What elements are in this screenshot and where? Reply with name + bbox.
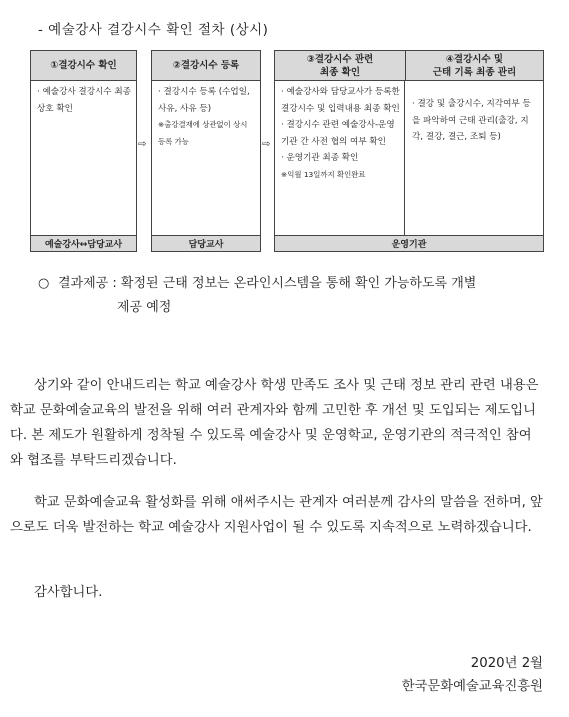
document-date: 2020년 2월 [470,656,543,671]
arrow-icon: ⇨ [138,139,147,150]
step-4-content [406,93,543,146]
step-2-content [152,81,260,150]
steps-3-4-box [274,50,544,252]
step-1-header: ①결강시수 확인 [31,51,136,81]
result-label: 결과제공 : [58,276,117,291]
step-1-item: · 예술강사 결강시수 최종 상호 확인 [37,87,131,114]
result-notice [38,272,543,320]
arrow-icon: ⇨ [262,139,271,150]
step-2-box [151,50,261,252]
step-1-owner: 예술강사↔담당교사 [31,235,136,251]
step-3-header: ③결강시수 관련 최종 확인 [275,51,406,81]
process-flow-diagram [30,50,543,252]
step-2-owner: 담당교사 [152,235,260,251]
circle-bullet-icon: ○ [38,276,50,291]
step-4-item: · 결강 및 출강시수, 지각여부 등을 파악하여 근태 관리(출강, 지각, 결강, 결근, 조퇴 등) [412,99,531,142]
step-2-note: ※출강결재에 상관없이 상시 등록 가능 [158,120,248,146]
section-title: - 예술강사 결강시수 확인 절차 (상시) [38,22,269,38]
step-3-item: · 운영기관 최종 확인 [281,153,359,163]
step-1-content [31,81,136,117]
steps-3-4-owner: 운영기관 [275,235,543,251]
step-3-item: · 예술강사와 담당교사가 등록한 결강시수 및 입력내용 최종 확인 [281,87,400,114]
step-2-header: ②결강시수 등록 [152,51,260,81]
organization-name: 한국문화예술교육진흥원 [401,679,543,694]
result-text: 확정된 근태 정보는 온라인시스템을 통해 확인 가능하도록 개별 [120,276,477,291]
step-1-box [30,50,137,252]
closing-line: 감사합니다. [34,585,103,600]
step-3-content [275,81,405,235]
step-2-item: · 결강시수 등록 (수업일, 사유, 사유 등) [158,87,250,114]
step-3-note: ※익월 13일까지 확인완료 [281,169,366,179]
step-3-item: · 결강시수 관련 예술강사-운영기관 간 사전 협의 여부 확인 [281,120,395,147]
result-text-cont: 제공 예정 [117,300,172,315]
body-paragraph: 상기와 같이 안내드리는 학교 예술강사 학생 만족도 조사 및 근태 정보 관리 관련 내용은 학교 문화예술교육의 발전을 위해 여러 관계자와 함께 고민한 후 개선 및 도입되는 제도입니다. 본 제도가 원활하게 정착될 수 있도록 예술강사 및 운영학교, 운영기관의 적극적인 참여와 협조를 부탁드리겠습니다. [10,378,539,468]
step-4-header: ④결강시수 및 근태 기록 최종 관리 [406,51,543,81]
body-paragraph: 학교 문화예술교육 활성화를 위해 애써주시는 관계자 여러분께 감사의 말씀을 전하며, 앞으로도 더욱 발전하는 학교 예술강사 지원사업이 될 수 있도록 지속적으로 노력하겠습니다. [10,495,543,535]
